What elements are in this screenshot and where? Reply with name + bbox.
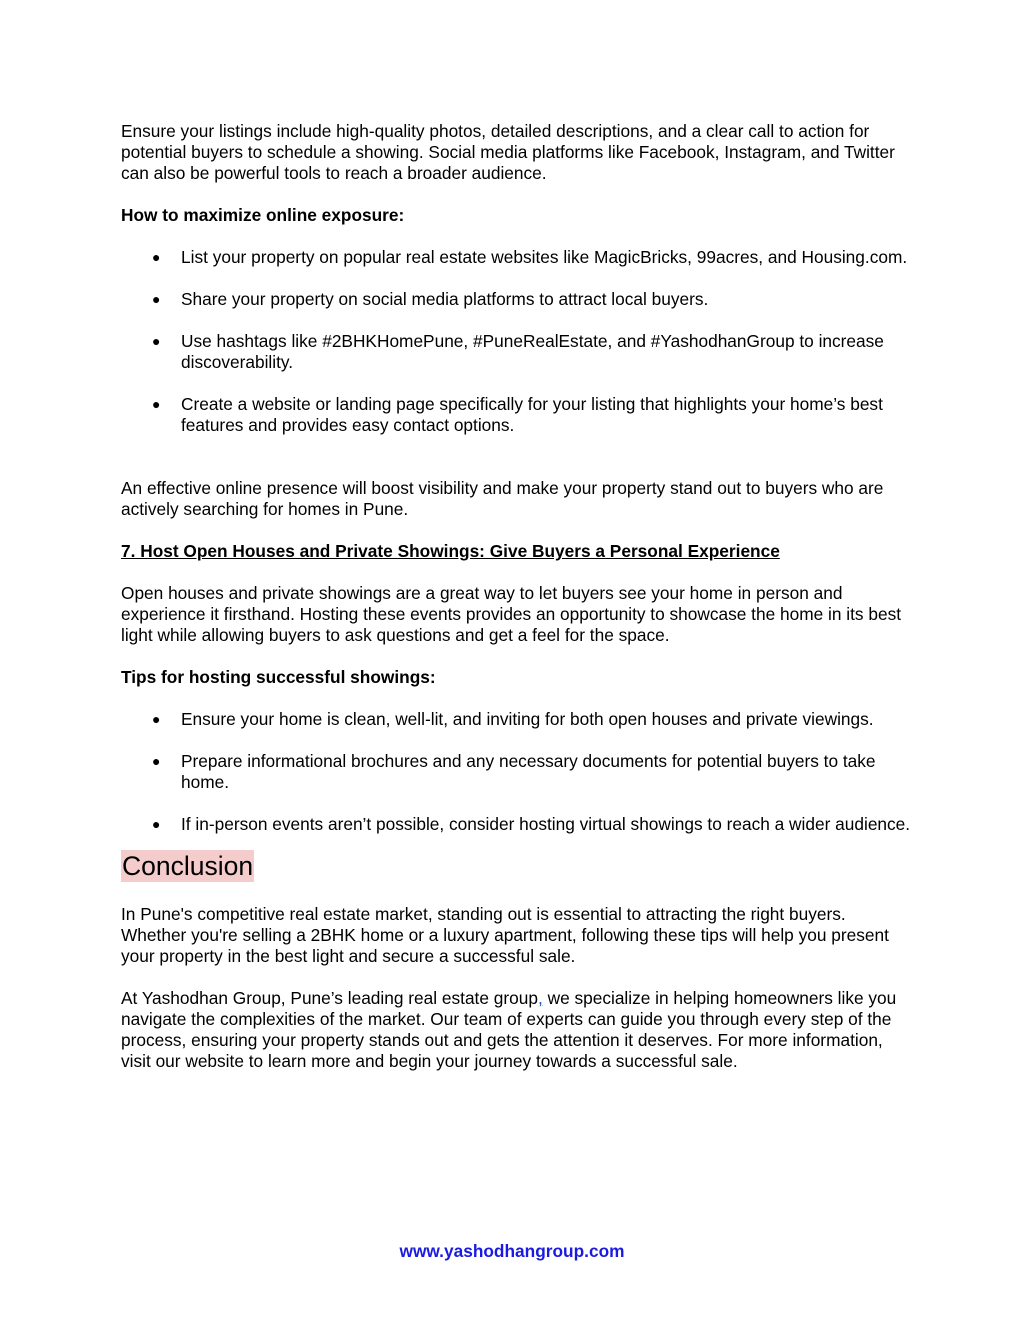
- list-item-text: Use hashtags like #2BHKHomePune, #PuneRealEstate, and #YashodhanGroup to increase discoverability.: [181, 331, 884, 372]
- section-7-heading: 7. Host Open Houses and Private Showings: Give Buyers a Personal Experience: [121, 541, 780, 561]
- list-item: [121, 289, 911, 310]
- intro-paragraph: Ensure your listings include high-quality photos, detailed descriptions, and a clear call to action for potential buyers to schedule a showing. Social media platforms like Facebook, Instagram, and Twitter can also be powerful tools to reach a broader audience.: [121, 121, 895, 183]
- list-item: [121, 394, 911, 436]
- online-presence-paragraph: An effective online presence will boost visibility and make your property stand out to buyers who are actively searching for homes in Pune.: [121, 478, 884, 519]
- spacer: [121, 457, 911, 478]
- showings-list: [121, 709, 911, 835]
- conclusion-paragraph-2-end: we specialize in helping homeowners like you navigate the complexities of the market. Our team of experts can guide you through every step of the process, ensuring your property stands out and gets the attention it deserves. For more information, visit our website to learn more and begin your journey towards a successful sale.: [121, 988, 897, 1071]
- exposure-list: [121, 247, 911, 436]
- bullet-icon: ●: [152, 816, 161, 832]
- bullet-icon: ●: [152, 753, 161, 769]
- conclusion-heading-wrap: [121, 850, 911, 890]
- conclusion-paragraph-2-start: At Yashodhan Group, Pune’s leading real estate group: [121, 988, 538, 1008]
- list-item-text: If in-person events aren’t possible, consider hosting virtual showings to reach a wider audience.: [181, 814, 911, 834]
- section-7-paragraph: Open houses and private showings are a great way to let buyers see your home in person and experience it firsthand. Hosting these events provides an opportunity to showcase the home in its best light while allowing buyers to ask questions and get a feel for the space.: [121, 583, 902, 645]
- conclusion-heading: Conclusion: [122, 851, 254, 881]
- list-item-text: Ensure your home is clean, well-lit, and inviting for both open houses and private viewings.: [181, 709, 874, 729]
- footer-website-link[interactable]: www.yashodhangroup.com: [399, 1241, 625, 1261]
- list-item-text: Share your property on social media platforms to attract local buyers.: [181, 289, 709, 309]
- list-item-text: List your property on popular real estate websites like MagicBricks, 99acres, and Housing.com.: [181, 247, 908, 267]
- document-body: [121, 121, 911, 1093]
- list-item: [121, 709, 911, 730]
- list-item: [121, 331, 911, 373]
- bullet-icon: ●: [152, 396, 161, 412]
- bullet-icon: ●: [152, 711, 161, 727]
- bullet-icon: ●: [152, 333, 161, 349]
- inline-link[interactable]: ,: [537, 988, 543, 1008]
- bullet-icon: ●: [152, 249, 161, 265]
- exposure-heading: How to maximize online exposure:: [121, 205, 405, 225]
- list-item: [121, 814, 911, 835]
- list-item: [121, 247, 911, 268]
- list-item-text: Create a website or landing page specifically for your listing that highlights your home’s best features and provides easy contact options.: [181, 394, 883, 435]
- list-item-text: Prepare informational brochures and any necessary documents for potential buyers to take home.: [181, 751, 876, 792]
- conclusion-paragraph-1: In Pune's competitive real estate market, standing out is essential to attracting the right buyers. Whether you're selling a 2BHK home or a luxury apartment, following these tips will help you present your property in the best light and secure a successful sale.: [121, 904, 889, 966]
- list-item: [121, 751, 911, 793]
- conclusion-paragraph-2: [121, 988, 911, 1072]
- bullet-icon: ●: [152, 291, 161, 307]
- showings-heading: Tips for hosting successful showings:: [121, 667, 436, 687]
